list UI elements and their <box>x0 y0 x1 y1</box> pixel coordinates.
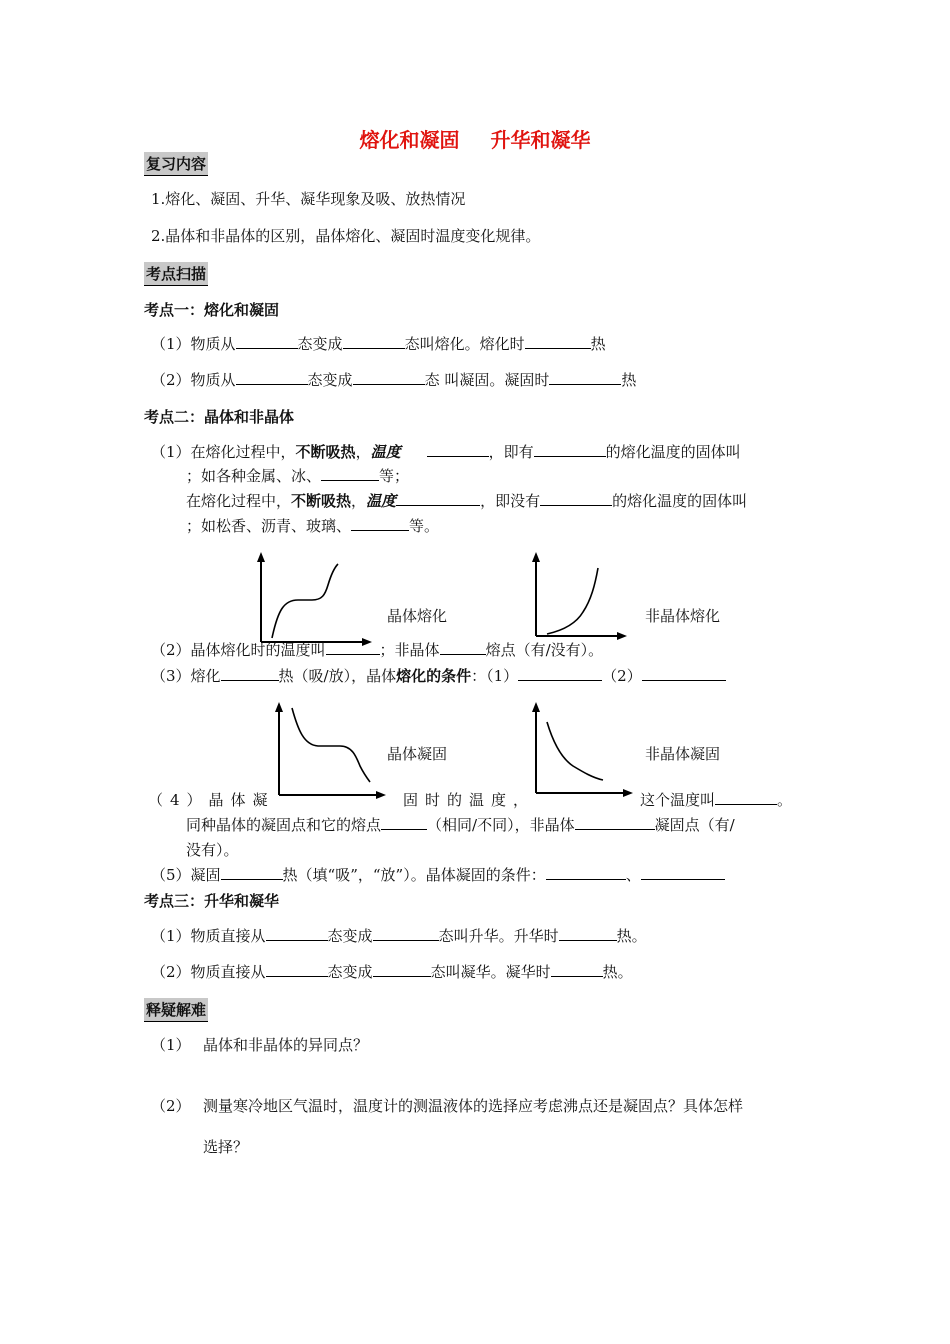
kp2-line7b: 固时的温度， <box>403 791 536 809</box>
question-1-number: （1） <box>151 1036 191 1054</box>
review-item-2: 2.晶体和非晶体的区别，晶体熔化、凝固时温度变化规律。 <box>151 227 541 245</box>
blank[interactable] <box>373 926 439 941</box>
blank[interactable] <box>343 334 405 349</box>
kp1-line1: （1）物质从 态变成 态叫熔化。熔化时 热 <box>151 335 606 353</box>
amorphous-solidifying-graph <box>525 700 635 800</box>
question-2-number: （2） <box>151 1097 191 1115</box>
question-2-text: 测量寒冷地区气温时，温度计的测温液体的选择应考虑沸点还是凝固点？具体怎样 <box>203 1097 744 1115</box>
blank[interactable] <box>546 865 626 880</box>
kp2-line5: （2）晶体熔化时的温度叫 ；非晶体 熔点（有/没有）。 <box>151 641 604 659</box>
kp2-line10: （5）凝固 热（填“吸”，“放”）。晶体凝固的条件： 、 <box>151 865 725 885</box>
kp2-line9: 没有）。 <box>186 841 239 859</box>
kp3-line2: （2）物质直接从 态变成 态叫凝华。凝华时 热。 <box>151 963 633 981</box>
blank[interactable] <box>540 491 612 506</box>
kp1-heading: 考点一：熔化和凝固 <box>144 301 280 319</box>
kp2-line7a: （4）晶体凝 <box>148 791 275 809</box>
blank[interactable] <box>715 790 777 805</box>
blank[interactable] <box>549 370 621 385</box>
blank[interactable] <box>551 962 603 977</box>
blank[interactable] <box>221 865 283 880</box>
blank[interactable] <box>221 666 279 681</box>
kp3-line1: （1）物质直接从 态变成 态叫升华。升华时 热。 <box>151 927 647 945</box>
section-review: 复习内容 <box>144 152 208 176</box>
blank[interactable] <box>642 666 726 681</box>
kp3-heading: 考点三：升华和凝华 <box>144 892 280 910</box>
blank[interactable] <box>266 926 328 941</box>
blank[interactable] <box>326 640 380 655</box>
kp1-line2: （2）物质从 态变成 态 叫凝固。凝固时 热 <box>151 371 637 389</box>
blank[interactable] <box>373 962 431 977</box>
kp2-line3: 在熔化过程中，不断吸热，温度 ，即没有 的熔化温度的固体叫 <box>186 492 748 510</box>
kp2-line7c: 这个温度叫 。 <box>640 791 793 809</box>
blank[interactable] <box>575 815 655 830</box>
graph-label-amorphous-melting: 非晶体熔化 <box>645 607 721 625</box>
blank[interactable] <box>266 962 328 977</box>
blank[interactable] <box>440 640 486 655</box>
section-doubts: 释疑解难 <box>144 998 208 1022</box>
kp2-line8: 同种晶体的凝固点和它的熔点 （相同/不同），非晶体 凝固点（有/ <box>186 816 735 834</box>
blank[interactable] <box>236 370 308 385</box>
blank[interactable] <box>396 491 480 506</box>
blank[interactable] <box>518 666 602 681</box>
graph-label-crystal-melting: 晶体熔化 <box>387 607 448 625</box>
blank[interactable] <box>353 370 425 385</box>
blank[interactable] <box>381 815 427 830</box>
blank[interactable] <box>321 466 379 481</box>
crystal-solidifying-graph <box>268 700 398 800</box>
kp2-heading: 考点二：晶体和非晶体 <box>144 408 295 426</box>
page-title: 熔化和凝固 升华和凝华 <box>359 128 591 152</box>
kp2-line6: （3）熔化 热（吸/放），晶体熔化的条件：（1） （2） <box>151 666 726 686</box>
blank[interactable] <box>351 516 409 531</box>
question-2-text-cont: 选择？ <box>203 1138 249 1156</box>
crystal-melting-graph <box>250 550 380 650</box>
blank[interactable] <box>236 334 298 349</box>
blank[interactable] <box>534 442 606 457</box>
blank[interactable] <box>427 442 489 457</box>
graph-label-crystal-solidifying: 晶体凝固 <box>387 745 448 763</box>
section-scan: 考点扫描 <box>144 262 208 286</box>
blank[interactable] <box>525 334 591 349</box>
amorphous-melting-graph <box>525 550 635 650</box>
graph-label-amorphous-solidifying: 非晶体凝固 <box>645 745 721 763</box>
kp2-line2: ；如各种金属、冰、 等； <box>186 467 410 485</box>
blank[interactable] <box>559 926 617 941</box>
blank[interactable] <box>641 865 725 880</box>
kp2-line4: ；如松香、沥青、玻璃、 等。 <box>186 517 440 535</box>
review-item-1: 1.熔化、凝固、升华、凝华现象及吸、放热情况 <box>151 190 466 208</box>
question-1-text: 晶体和非晶体的异同点？ <box>203 1036 369 1054</box>
kp2-line1: （1）在熔化过程中，不断吸热，温度 ，即有 的熔化温度的固体叫 <box>151 443 741 461</box>
